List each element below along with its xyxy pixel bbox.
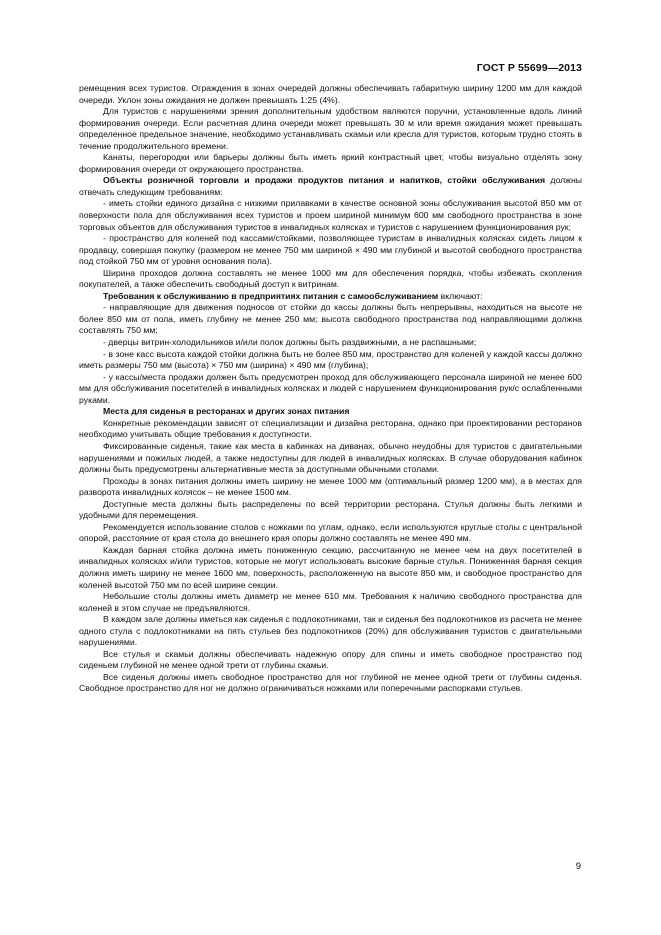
- section-heading: Требования к обслуживанию в предприятиях питания с самообслуживанием: [103, 290, 439, 301]
- paragraph: Объекты розничной торговли и продажи продуктов питания и напитков, стойки обслуживания должны отвечать следующим требованиям:: [79, 175, 583, 197]
- paragraph: В каждом зале должны иметься как сиденья с подлокотниками, так и сиденья без подлокотников из расчета не менее одного стула с подлокотниками на пять стульев без подлокотников (20%) для обслуживания туристов с двигательными нарушениями.: [79, 614, 582, 648]
- paragraph: ремещения всех туристов. Ограждения в зонах очередей должны обеспечивать габаритную ширину 1200 мм для каждой очереди. Уклон зоны ожидания не должен превышать 1:25 (4%).: [79, 83, 582, 105]
- paragraph: Доступные места должны быть распределены по всей территории ресторана. Стулья должны быть легкими и удобными для перемещения.: [79, 498, 582, 521]
- paragraph: [79, 406, 582, 418]
- paragraph: Фиксированные сиденья, такие как места в кабинках на диванах, обычно неудобны для туристов с двигательными нарушениями и пожилых людей, а также недоступны для людей в инвалидных колясках. В случае оборудования кабинок должны быть предусмотрены альтернативные места за доступными обычными столами.: [79, 440, 582, 475]
- paragraph: Каждая барная стойка должна иметь пониженную секцию, рассчитанную не менее чем на двух посетителей в инвалидных колясках и/или туристов, которые не могут использовать высокие барные стулья. Пониженная барная секция должна иметь ширину не менее 1600 мм, поверхность, расположенную на высоте 850 мм, и свободное пространство для коленей высотой 750 мм по всей ширине секции.: [79, 544, 582, 590]
- paragraph: Рекомендуется использование столов с ножками по углам, однако, если используются круглые столы с центральной опорой, расстояние от края стола до внешнего края опоры должно составлять не менее 490 мм.: [79, 521, 582, 544]
- paragraph: Канаты, перегородки или барьеры должны быть иметь яркий контрастный цвет, чтобы визуально отделять зону формирования очереди от окружающего пространства.: [79, 152, 582, 174]
- paragraph: - пространство для коленей под кассами/стойками, позволяющее туристам в инвалидных колясках сидеть лицом к продавцу, совершая покупку (размером не менее 750 мм шириной × 490 мм глубиной и высотой свободного пространства под стойкой 750 мм от уровня основания пола).: [79, 233, 582, 267]
- paragraph: - в зоне касс высота каждой стойки должна быть не более 850 мм, пространство для коленей у каждой кассы должно иметь размеры 750 мм (высота) × 750 мм (ширина) × 490 мм (глубина);: [79, 348, 582, 371]
- paragraph: Все стулья и скамьи должны обеспечивать надежную опору для спины и иметь свободное пространство под сиденьем глубиной не менее одной трети от глубины скамьи.: [79, 648, 582, 671]
- standard-header: ГОСТ Р 55699—2013: [476, 62, 582, 74]
- section-heading: Места для сиденья в ресторанах и других зонах питания: [103, 406, 350, 417]
- paragraph: - дверцы витрин-холодильников и/или полок должны быть раздвижными, а не распашными;: [103, 337, 477, 348]
- paragraph: - у кассы/места продажи должен быть предусмотрен проход для обслуживающего персонала шириной не менее 600 мм для обслуживания посетителей в инвалидных колясках и людей с нарушением функционирования рук/с ослабленными руками.: [79, 371, 582, 405]
- body-text: [79, 83, 582, 695]
- paragraph: - иметь стойки единого дизайна с низкими прилавками в качестве основной зоны обслуживания высотой 850 мм от поверхности пола для обслуживания всех туристов и проем шириной минимум 600 мм свободного пространства в зоне торговых объектов для обслуживания туристов в инвалидных колясках и туристов с нарушением функционирования рук;: [79, 198, 582, 232]
- page-number: 9: [575, 861, 581, 872]
- paragraph: Конкретные рекомендации зависят от специализации и дизайна ресторана, однако при проектировании ресторанов необходимо учитывать общие требования к доступности.: [79, 417, 582, 440]
- section-heading: Объекты розничной торговли и продажи продуктов питания и напитков, стойки обслуживания: [103, 175, 546, 186]
- paragraph: - направляющие для движения подносов от стойки до кассы должны быть непрерывны, находиться на высоте не более 850 мм от пола, иметь глубину не менее 250 мм; высота свободного пространства под направляющими должна составлять 750 мм;: [79, 302, 582, 336]
- paragraph: Требования к обслуживанию в предприятиях питания с самообслуживанием включают:: [103, 290, 483, 301]
- paragraph: Небольшие столы должны иметь диаметр не менее 610 мм. Требования к наличию свободного пространства для коленей в этом случае не предъявляются.: [79, 591, 582, 613]
- paragraph: Проходы в зонах питания должны иметь ширину не менее 1000 мм (оптимальный размер 1200 мм), а в местах для разворота инвалидных колясок – не менее 1500 мм.: [79, 475, 582, 498]
- paragraph: Все сиденья должны иметь свободное пространство для ног глубиной не менее одной трети от глубины сиденья. Свободное пространство для ног не должно ограничиваться ножками или поперечными распорками стульев.: [79, 671, 582, 694]
- paragraph: Ширина проходов должна составлять не менее 1000 мм для обеспечения порядка, чтобы избежать скопления покупателей, а также обеспечить свободный доступ к витринам.: [79, 267, 582, 290]
- paragraph: Для туристов с нарушениями зрения дополнительным удобством являются поручни, установленные вдоль линий формирования очереди. Если расчетная длина очереди может превышать 30 м или время ожидания может превышать определенное предельное значение, необходимо устанавливать скамьи или кресла для туристов, которым трудно стоять в течение продолжительного времени.: [79, 106, 582, 151]
